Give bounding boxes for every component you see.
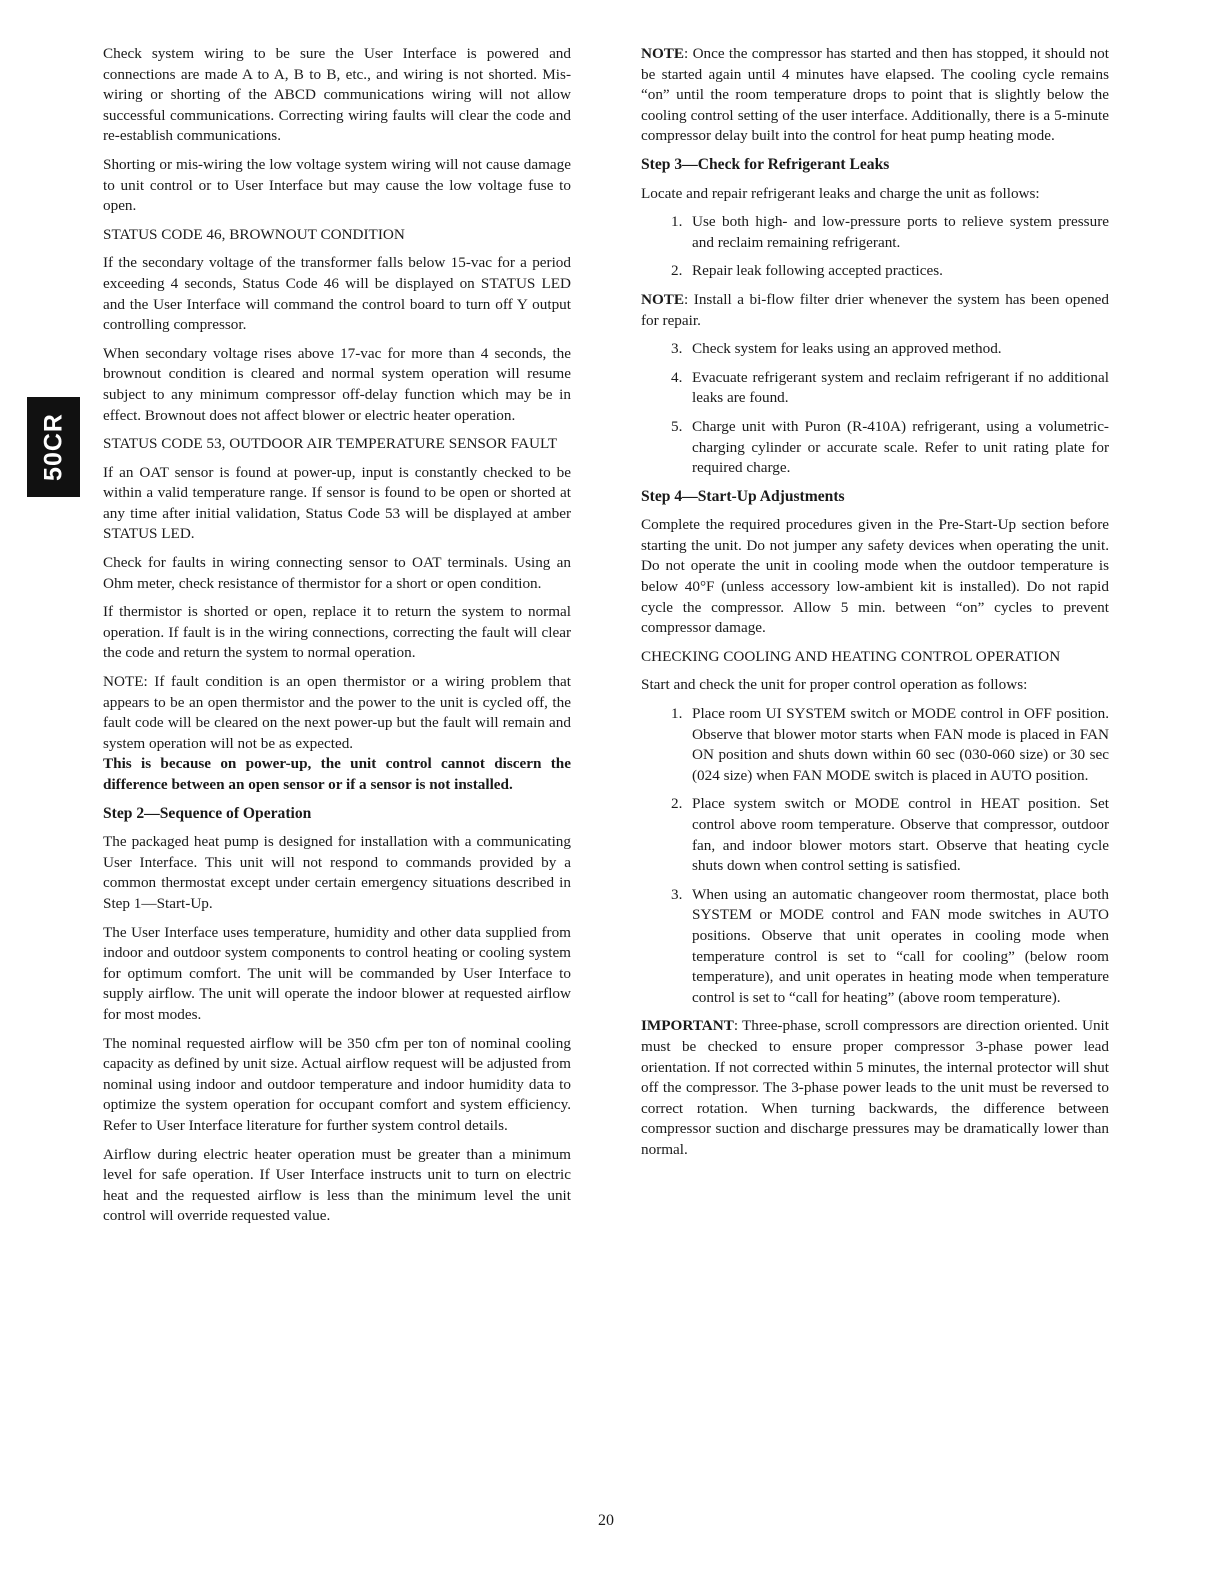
important-label: IMPORTANT	[641, 1017, 734, 1035]
note-text: : Once the compressor has started and then has stopped, it should not be started again until 4 minutes have elapsed. The cooling cycle remains “on” until the room temperature drops to point that is slightly below the cooling control setting of the user interface. Additionally, there is a 5-minute compressor delay built into the control for heat pump heating mode.	[641, 45, 1109, 145]
paragraph-start-check: Start and check the unit for proper control operation as follows:	[641, 676, 1028, 694]
list-item	[641, 794, 1109, 876]
paragraph-thermistor: If thermistor is shorted or open, replace it to return the system to normal operation. If fault is in the wiring connections, correcting the fault will clear the code and return the system to normal operation.	[103, 603, 571, 662]
heading-status-code-46: STATUS CODE 46, BROWNOUT CONDITION	[103, 225, 405, 243]
paragraph-locate-leaks: Locate and repair refrigerant leaks and charge the unit as follows:	[641, 184, 1040, 202]
paragraph-packaged-heat-pump: The packaged heat pump is designed for installation with a communicating User Interface. This unit will not respond to commands provided by a common thermostat except under certain emergency situations described in Step 1—Start-Up.	[103, 833, 571, 912]
page-number: 20	[598, 1512, 614, 1529]
note-filter-drier	[641, 290, 1109, 331]
important-three-phase	[641, 1016, 1109, 1160]
paragraph-brownout-2: When secondary voltage rises above 17-vac for more than 4 seconds, the brownout condition is cleared and normal system operation will resume subject to any minimum compressor off-delay function which may be in effect. Brownout does not affect blower or electric heater operation.	[103, 344, 571, 424]
list-text: Evacuate refrigerant system and reclaim refrigerant if no additional leaks are found.	[692, 368, 1109, 407]
heading-step-4: Step 4—Start-Up Adjustments	[641, 487, 845, 505]
paragraph-brownout-1: If the secondary voltage of the transformer falls below 15-vac for a period exceeding 4 seconds, Status Code 46 will be displayed on STATUS LED and the User Interface will command the control board to turn off Y output controlling compressor.	[103, 254, 571, 334]
right-column	[641, 44, 1109, 1169]
heading-step-2: Step 2—Sequence of Operation	[103, 804, 312, 822]
paragraph-check-faults: Check for faults in wiring connecting sensor to OAT terminals. Using an Ohm meter, check resistance of thermistor for a short or open condition.	[103, 554, 571, 592]
list-text: Repair leak following accepted practices.	[692, 262, 943, 280]
control-check-list	[641, 704, 1109, 1008]
list-number: 2.	[671, 795, 683, 813]
list-number: 4.	[671, 368, 683, 386]
list-item	[641, 704, 1109, 786]
list-number: 1.	[671, 705, 683, 723]
list-number: 2.	[671, 262, 683, 280]
list-text: Place system switch or MODE control in HEAT position. Set control above room temperature. Observe that compressor, outdoor fan, and indoor blower motors start. Observe that heating cycle shuts down when control setting is satisfied.	[692, 795, 1109, 875]
list-item	[641, 339, 1109, 360]
list-text: Use both high- and low-pressure ports to relieve system pressure and reclaim remaining refrigerant.	[692, 213, 1109, 251]
note-label: NOTE	[641, 45, 685, 62]
heading-step-3: Step 3—Check for Refrigerant Leaks	[641, 155, 890, 173]
paragraph-nominal-airflow: The nominal requested airflow will be 350 cfm per ton of nominal cooling capacity as defined by unit size. Actual airflow request will be adjusted from nominal using indoor and outdoor temperature and indoor humidity data to optimize the system operation for occupant comfort and system efficiency. Refer to User Interface literature for further system control details.	[103, 1034, 571, 1134]
list-number: 5.	[671, 417, 683, 435]
note-compressor-restart	[641, 44, 1109, 147]
paragraph-wiring-check: Check system wiring to be sure the User Interface is powered and connections are made A to A, B to B, etc., and wiring is not shorted. Mis-wiring or shorting of the ABCD communications wiring will not allow successful communications. Correcting wiring faults will clear the code and re-establish communications.	[103, 45, 571, 145]
paragraph-start-up-adjustments: Complete the required procedures given in the Pre-Start-Up section before starting the unit. Do not jumper any safety devices when operating the unit. Do not operate the unit in cooling mode when the outdoor temperature is below 40°F (unless accessory low-ambient kit is installed). Do not rapid cycle the compressor. Allow 5 min. between “on” cycles to prevent compressor damage.	[641, 516, 1109, 637]
list-item	[641, 368, 1109, 409]
paragraph-electric-heater-airflow: Airflow during electric heater operation must be greater than a minimum level for safe operation. If User Interface instructs unit to turn on electric heat and the requested airflow is less than the minimum level the unit control will override requested value.	[103, 1145, 571, 1225]
section-tab	[27, 397, 80, 497]
note-label: NOTE	[641, 290, 685, 308]
leak-steps-list-a	[641, 212, 1109, 282]
paragraph-note-open-thermistor: NOTE: If fault condition is an open thermistor or a wiring problem that appears to be an open thermistor and the power to the unit is cycled off, the fault code will be cleared on the next power-up but the fault will remain and system operation will not be as expected.	[103, 673, 571, 752]
leak-steps-list-b	[641, 339, 1109, 479]
left-column	[103, 44, 571, 1235]
list-text: Check system for leaks using an approved method.	[692, 340, 1002, 358]
paragraph-user-interface: The User Interface uses temperature, humidity and other data supplied from indoor and outdoor system components to control heating or cooling system for optimum comfort. The unit will be commanded by User Interface to supply airflow. The unit will operate the indoor blower at requested airflow for most modes.	[103, 923, 571, 1023]
list-text: When using an automatic changeover room thermostat, place both SYSTEM or MODE control and FAN mode switches in AUTO positions. Observe that unit operates in cooling mode when temperature control is set to “call for cooling” (below room temperature), and unit operates in heating mode when temperature control is set to “call for heating” (above room temperature).	[692, 885, 1109, 1006]
paragraph-oat-sensor: If an OAT sensor is found at power-up, input is constantly checked to be within a valid temperature range. If sensor is found to be open or shorted at any time after initial validation, Status Code 53 will be displayed at amber STATUS LED.	[103, 463, 571, 543]
heading-checking-control: CHECKING COOLING AND HEATING CONTROL OPERATION	[641, 647, 1061, 665]
section-tab-label: 50CR	[39, 413, 67, 481]
list-number: 3.	[671, 885, 683, 903]
list-number: 1.	[671, 213, 683, 231]
list-text: Charge unit with Puron (R-410A) refrigerant, using a volumetric-charging cylinder or accurate scale. Refer to unit rating plate for required charge.	[692, 417, 1109, 477]
note-text: : Install a bi-flow filter drier whenever the system has been opened for repair.	[641, 290, 1109, 329]
paragraph-note-bold: This is because on power-up, the unit control cannot discern the difference between an open sensor or if a sensor is not installed.	[103, 755, 571, 793]
list-item	[641, 212, 1109, 253]
list-item	[641, 885, 1109, 1009]
list-text: Place room UI SYSTEM switch or MODE control in OFF position. Observe that blower motor starts when FAN mode is placed in FAN ON position and shuts down within 60 sec (030-060 size) or 30 sec (024 size) when FAN MODE switch is placed in AUTO position.	[692, 705, 1109, 784]
list-number: 3.	[671, 340, 683, 358]
paragraph-shorting: Shorting or mis-wiring the low voltage system wiring will not cause damage to unit control or to User Interface but may cause the low voltage fuse to open.	[103, 155, 571, 215]
list-item	[641, 261, 1109, 282]
list-item	[641, 417, 1109, 479]
important-text: : Three-phase, scroll compressors are direction oriented. Unit must be checked to ensure proper compressor 3-phase power lead orientation. If not corrected within 5 minutes, the internal protector will shut off the compressor. The 3-phase power leads to the unit must be reversed to correct rotation. When turning backwards, the difference between compressor suction and discharge pressures may be dramatically lower than normal.	[641, 1017, 1109, 1158]
heading-status-code-53: STATUS CODE 53, OUTDOOR AIR TEMPERATURE SENSOR FAULT	[103, 435, 558, 453]
